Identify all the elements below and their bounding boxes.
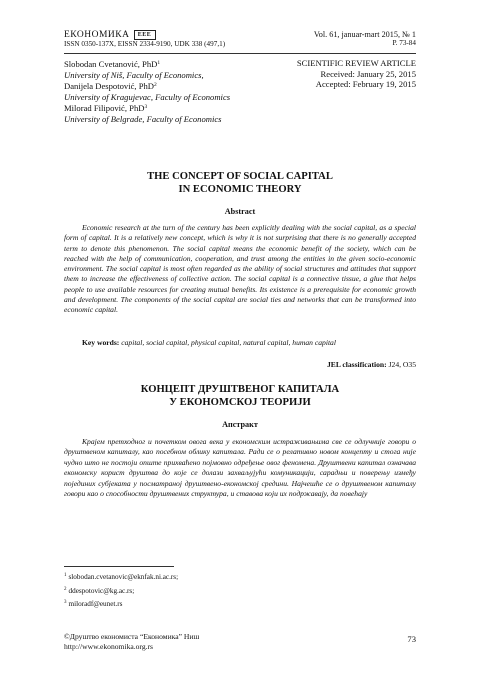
jel-label: JEL classification: (326, 360, 387, 369)
footnote-rule (64, 566, 174, 567)
keywords-label: Key words: (82, 338, 120, 347)
accepted-date: Accepted: February 19, 2015 (315, 79, 416, 90)
abstract-text-en: Economic research at the turn of the century has been explicitly dealing with the social capital, as a special form of capital. It is a relatively new concept, which is why it is not surprising that there is no generally accepted term to denote this phenomenon. The social capital means the economic benefit of the society, which can be reached with the help of communication, cooperation, and trust among the entities in the given socio-economic environment. The social capital is most often regarded as the ability of social structures and attitudes that support them to increase the effectiveness of collective action. The social capital is a connective tissue, a glue that helps people to use available resources for creating mutual benefits. Its existence is a prerequisite for economic growth and development. The components of the social capital are social ties and networks that can be transformed into economic capital. (64, 223, 416, 315)
article-title-en: THE CONCEPT OF SOCIAL CAPITAL IN ECONOMIC THEORY (147, 171, 333, 195)
journal-header-right (314, 30, 416, 48)
footnote: $^3$ miloradf@eunet.rs (64, 600, 123, 608)
journal-name: ЕКОНОМИКА (64, 29, 130, 40)
publisher-url[interactable]: http://www.ekonomika.org.rs (64, 642, 154, 651)
author-affiliation: University of Kragujevac, Faculty of Economics (64, 91, 231, 102)
page-number: 73 (407, 634, 416, 644)
footnote: $^2$ ddespotovic@kg.ac.rs; (64, 586, 135, 595)
author-affiliation: University of Belgrade, Faculty of Economics (64, 113, 222, 124)
author-name: Milorad Filipović, PhD$^3$ (64, 103, 148, 114)
article-title-sr: КОНЦЕПТ ДРУШТВЕНОГ КАПИТАЛА У ЕКОНОМСКОЈ ТЕОРИЈИ (140, 384, 340, 408)
journal-header-left (64, 30, 225, 49)
author-name: Slobodan Cvetanović, PhD$^1$ (64, 59, 161, 69)
jel-classification (327, 360, 416, 369)
jel-codes: J24, O35 (388, 360, 416, 369)
footnote: $^1$ slobodan.cvetanovic@eknfak.ni.ac.rs; (64, 573, 179, 581)
received-date: Received: January 25, 2015 (320, 68, 416, 79)
pages-line: P. 73-84 (392, 39, 416, 47)
author-affiliation: University of Niš, Faculty of Economics, (64, 69, 204, 80)
header-rule (64, 53, 416, 54)
authors-block (64, 58, 230, 125)
journal-logo-icon: ЕЕЕ (134, 30, 156, 40)
article-meta (297, 58, 416, 90)
issn-line: ISSN 0350-137X, EISSN 2334-9190, UDK 338 (497,1) (64, 40, 226, 48)
volume-line: Vol. 61, januar-mart 2015, № 1 (313, 30, 416, 39)
page-footer-left (64, 632, 199, 652)
keywords (82, 338, 416, 348)
abstract-heading-sr: Апстракт (222, 420, 258, 429)
footnotes (64, 570, 178, 611)
journal-title (64, 30, 225, 40)
abstract-text-sr: Крајем претходног и почетком овога века у економским истраживањима све се одлучније говори о друштвеном капиталу, као посебном облику капитала. Ради се о релативно новом концепту и стога није чудно што не постоји општe прихваћено појмовно одређење овог феномена. Друштвени капитал означава економску корист друштва до које се долази захваљујући комуникацији, сарадњи и поверењу између појединих субјеката у посматраној друштвено-економској средини. Најчешће се о друштвеном капиталу говори као о способности друштвених структура, и ставова који их подржавају, да повећају (64, 437, 416, 499)
keywords-text: capital, social capital, physical capital, natural capital, human capital (121, 338, 336, 347)
author-name: Danijela Despotović, PhD$^2$ (64, 81, 157, 92)
copyright-text: ©Друштво економиста “Економика” Ниш (64, 632, 200, 641)
abstract-heading-en: Abstract (224, 207, 256, 216)
article-type: SCIENTIFIC REVIEW ARTICLE (296, 58, 416, 68)
